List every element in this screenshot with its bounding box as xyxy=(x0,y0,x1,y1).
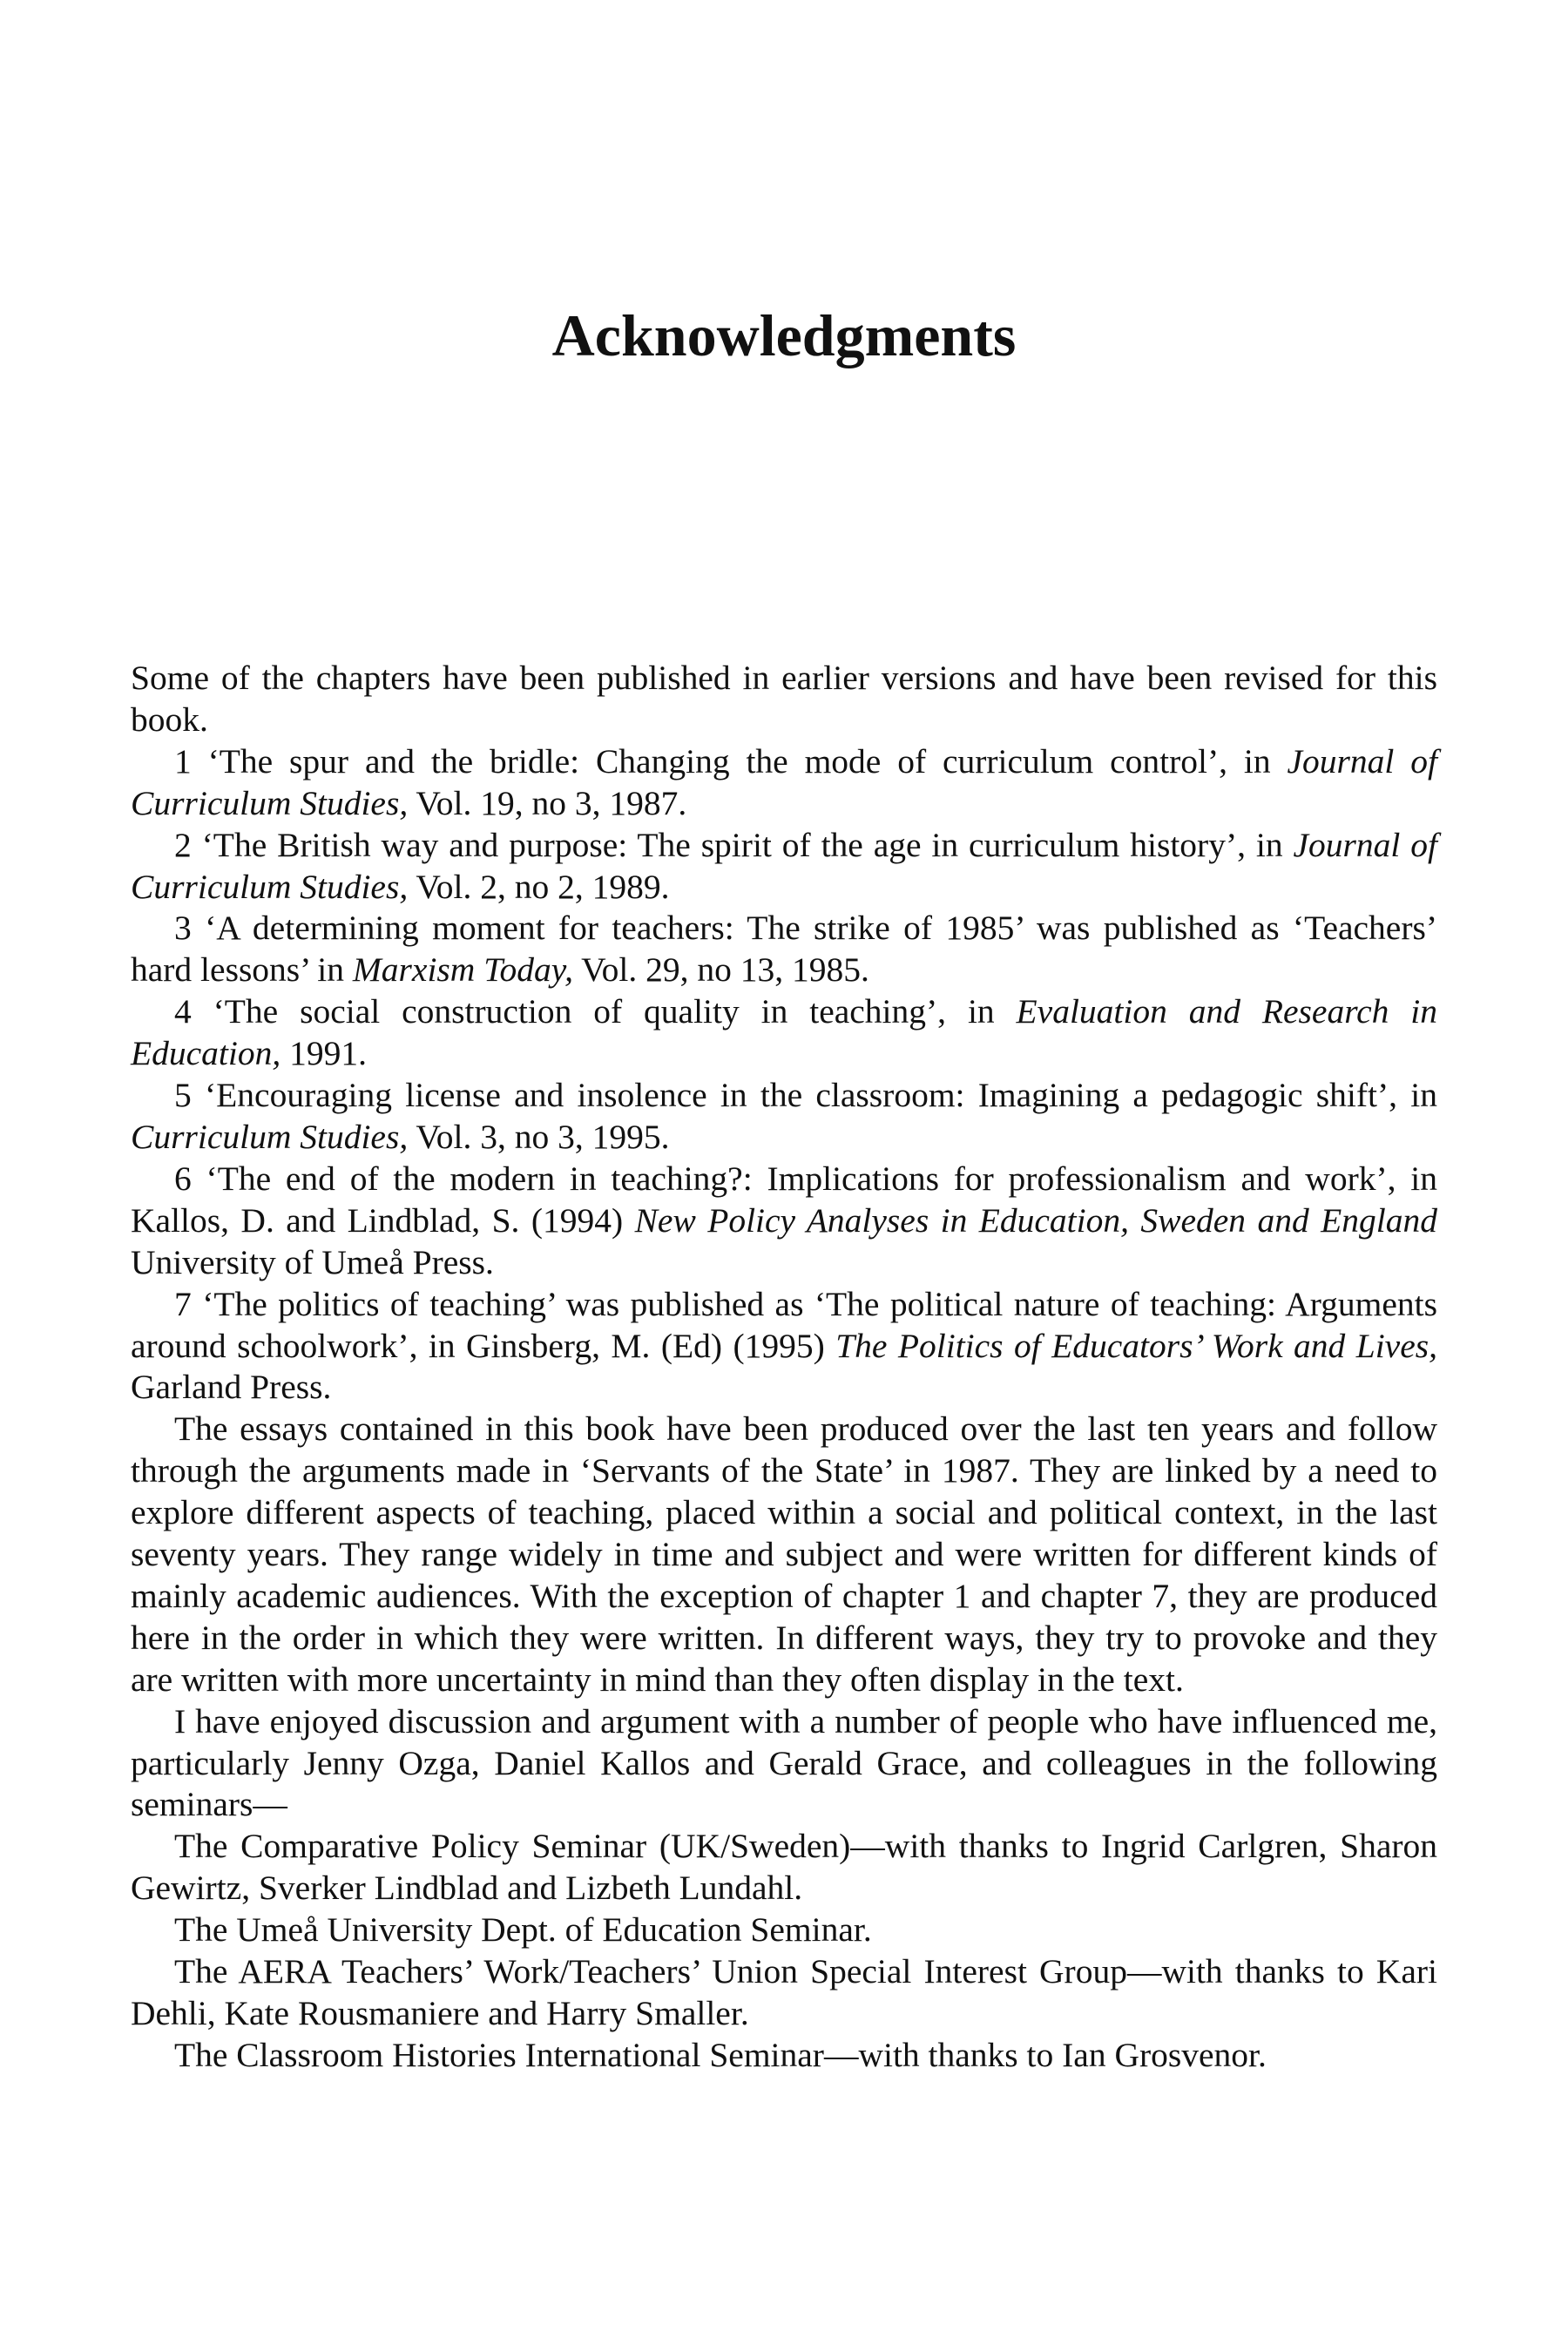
intro-paragraph: Some of the chapters have been published in earlier versions and have been revised for this book. xyxy=(131,659,1437,739)
reference-details: Vol. 19, no 3, 1987. xyxy=(408,783,687,822)
reference-journal: Curriculum Studies, xyxy=(131,1117,409,1156)
reference-journal: Marxism Today, xyxy=(352,950,574,990)
reference-item xyxy=(131,1159,1437,1284)
reference-text: ‘The social construction of quality in teaching’, in xyxy=(213,992,1017,1031)
seminar-paragraph: The AERA Teachers’ Work/Teachers’ Union Special Interest Group—with thanks to Kari Dehli, Kate Rousmaniere and Harry Smaller. xyxy=(131,1952,1437,2032)
body-paragraph: The essays contained in this book have been produced over the last ten years and follow through the arguments made in ‘Servants of the State’ in 1987. They are linked by a need to explore different aspects of teaching, placed within a social and political context, in the last seventy years. They range widely in time and subject and were written for different kinds of mainly academic audiences. With the exception of chapter 1 and chapter 7, they are produced here in the order in which they were written. In different ways, they try to provoke and they are written with more uncertainty in mind than they often display in the text. xyxy=(131,1409,1437,1699)
reference-number: 5 xyxy=(174,1076,192,1115)
reference-journal: Journal of Curriculum Studies, xyxy=(131,825,1437,906)
reference-text: ‘The British way and purpose: The spirit of the age in curriculum history’, in xyxy=(201,825,1294,864)
reference-number: 1 xyxy=(174,741,192,781)
reference-item xyxy=(131,1075,1437,1159)
reference-text: ‘The spur and the bridle: Changing the mode of curriculum control’, in xyxy=(207,741,1288,781)
seminar-paragraph: The Comparative Policy Seminar (UK/Sweden)—with thanks to Ingrid Carlgren, Sharon Gewirtz, Sverker Lindblad and Lizbeth Lundahl. xyxy=(131,1827,1437,1908)
seminar-paragraph: The Classroom Histories International Seminar—with thanks to Ian Grosvenor. xyxy=(174,2035,1267,2074)
reference-number: 6 xyxy=(174,1159,192,1198)
reference-item xyxy=(131,825,1437,909)
seminar-paragraph: The Umeå University Dept. of Education Seminar. xyxy=(174,1910,872,1950)
reference-item xyxy=(131,908,1437,991)
reference-journal: The Politics of Educators’ Work and Lives, xyxy=(835,1326,1437,1365)
reference-details: University of Umeå Press. xyxy=(131,1242,494,1281)
reference-journal: Evaluation and Research in Education, xyxy=(131,992,1438,1073)
reference-details: Vol. 29, no 13, 1985. xyxy=(573,950,869,990)
body-paragraph: I have enjoyed discussion and argument with a number of people who have influenced me, particularly Jenny Ozga, Daniel Kallos and Gerald Grace, and colleagues in the following seminars— xyxy=(131,1701,1437,1824)
reference-details: Vol. 3, no 3, 1995. xyxy=(408,1117,670,1156)
body-text xyxy=(131,658,1437,2077)
reference-journal: New Policy Analyses in Education, Sweden and England xyxy=(634,1200,1437,1240)
reference-number: 4 xyxy=(174,992,192,1031)
reference-number: 7 xyxy=(174,1284,192,1323)
reference-number: 3 xyxy=(174,909,192,948)
page-title: Acknowledgments xyxy=(551,302,1017,368)
reference-details: Garland Press. xyxy=(131,1368,332,1407)
reference-journal: Journal of Curriculum Studies, xyxy=(131,741,1437,822)
reference-text: ‘The end of the modern in teaching?: Implications for professionalism and work’, in Kallos, D. and Lindblad, S. (1994) xyxy=(131,1159,1438,1240)
reference-item xyxy=(131,991,1437,1075)
reference-item xyxy=(131,741,1437,825)
reference-text: ‘Encouraging license and insolence in the classroom: Imagining a pedagogic shift’, in xyxy=(205,1076,1437,1115)
reference-text: ‘A determining moment for teachers: The strike of 1985’ was published as ‘Teachers’ hard lessons’ in xyxy=(131,909,1438,990)
reference-item xyxy=(131,1284,1437,1409)
reference-text: ‘The politics of teaching’ was published as ‘The political nature of teaching: Arguments around schoolwork’, in Ginsberg, M. (Ed) (1995) xyxy=(131,1284,1438,1365)
reference-details: Vol. 2, no 2, 1989. xyxy=(408,867,670,906)
reference-number: 2 xyxy=(174,825,192,864)
reference-details: 1991. xyxy=(280,1034,367,1073)
